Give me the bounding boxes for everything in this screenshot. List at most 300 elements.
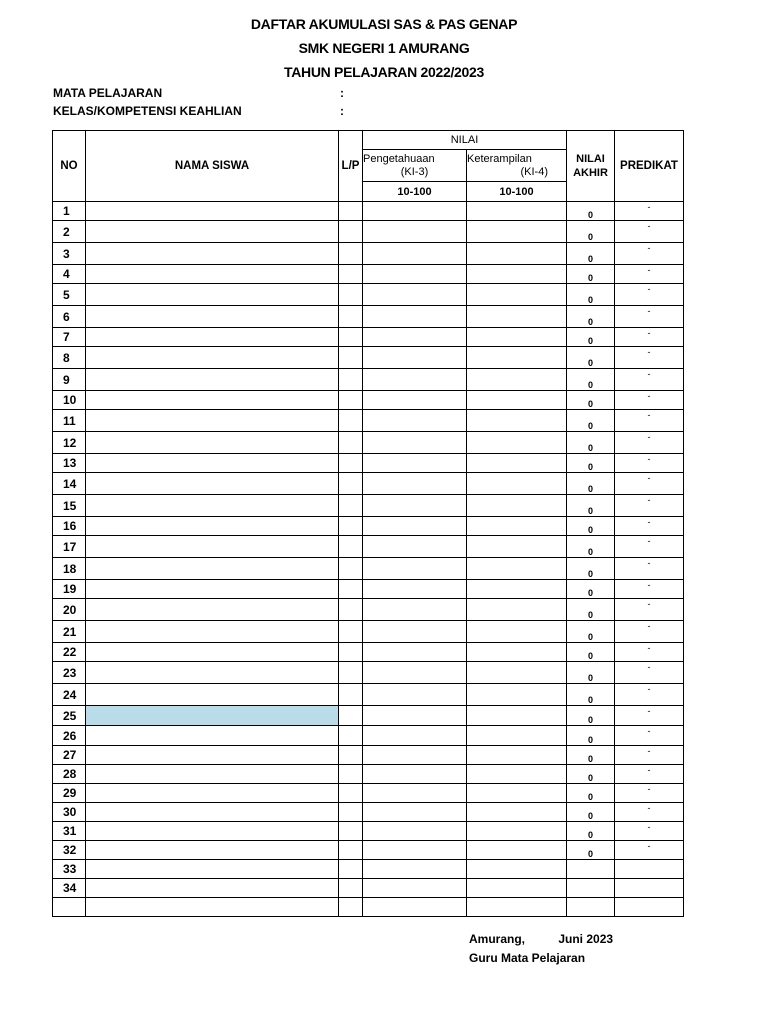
row-no: 4: [53, 265, 86, 284]
row-ki4[interactable]: [467, 822, 567, 841]
row-lp[interactable]: [339, 822, 363, 841]
row-nama-siswa[interactable]: [86, 347, 339, 369]
row-predikat: -: [615, 243, 684, 265]
table-row: [53, 221, 684, 243]
signature-block: [469, 930, 613, 968]
row-lp[interactable]: [339, 841, 363, 860]
row-ki4[interactable]: [467, 347, 567, 369]
row-ki3[interactable]: [363, 726, 467, 746]
table-row: [53, 662, 684, 684]
row-lp[interactable]: [339, 328, 363, 347]
row-ki4[interactable]: [467, 662, 567, 684]
row-nilai-akhir: [567, 860, 615, 879]
row-nilai-akhir: 0: [567, 558, 615, 580]
row-predikat: -: [615, 495, 684, 517]
row-nama-siswa[interactable]: [86, 898, 339, 917]
row-nilai-akhir: 0: [567, 726, 615, 746]
table-row: [53, 347, 684, 369]
row-lp[interactable]: [339, 860, 363, 879]
row-ki3[interactable]: [363, 536, 467, 558]
row-ki3[interactable]: [363, 898, 467, 917]
table-row: [53, 580, 684, 599]
row-no: 14: [53, 473, 86, 495]
row-predikat: -: [615, 369, 684, 391]
row-nama-siswa[interactable]: [86, 879, 339, 898]
table-row: [53, 410, 684, 432]
header-keterampilan-label: Keterampilan: [467, 152, 532, 165]
row-nilai-akhir: 0: [567, 410, 615, 432]
row-nama-siswa[interactable]: [86, 726, 339, 746]
table-row: [53, 726, 684, 746]
row-no: 5: [53, 284, 86, 306]
row-lp[interactable]: [339, 621, 363, 643]
row-lp[interactable]: [339, 580, 363, 599]
row-nama-siswa[interactable]: [86, 517, 339, 536]
row-ki4[interactable]: [467, 726, 567, 746]
row-predikat: [615, 860, 684, 879]
row-ki4[interactable]: [467, 410, 567, 432]
row-nama-siswa[interactable]: [86, 765, 339, 784]
meta-info: [53, 84, 373, 120]
row-nama-siswa[interactable]: [86, 662, 339, 684]
footer-place: Amurang,: [469, 932, 526, 946]
row-nilai-akhir: 0: [567, 328, 615, 347]
row-ki3[interactable]: [363, 328, 467, 347]
row-nama-siswa[interactable]: [86, 684, 339, 706]
row-predikat: -: [615, 643, 684, 662]
row-nama-siswa[interactable]: [86, 580, 339, 599]
row-nama-siswa[interactable]: [86, 391, 339, 410]
row-nama-siswa[interactable]: [86, 803, 339, 822]
row-ki3[interactable]: [363, 765, 467, 784]
row-nama-siswa[interactable]: [86, 265, 339, 284]
row-lp[interactable]: [339, 879, 363, 898]
row-lp[interactable]: [339, 369, 363, 391]
row-no: 24: [53, 684, 86, 706]
table-row: [53, 746, 684, 765]
row-predikat: -: [615, 621, 684, 643]
row-no: 30: [53, 803, 86, 822]
row-no: 22: [53, 643, 86, 662]
row-nilai-akhir: 0: [567, 706, 615, 726]
row-nama-siswa[interactable]: [86, 202, 339, 221]
row-ki4[interactable]: [467, 558, 567, 580]
table-row: [53, 473, 684, 495]
row-no: 31: [53, 822, 86, 841]
row-nilai-akhir: 0: [567, 517, 615, 536]
row-nama-siswa[interactable]: [86, 221, 339, 243]
row-lp[interactable]: [339, 746, 363, 765]
row-predikat: -: [615, 822, 684, 841]
row-lp[interactable]: [339, 265, 363, 284]
row-ki3[interactable]: [363, 243, 467, 265]
row-ki3[interactable]: [363, 517, 467, 536]
row-nilai-akhir: 0: [567, 536, 615, 558]
row-nama-siswa[interactable]: [86, 643, 339, 662]
row-nilai-akhir: 0: [567, 473, 615, 495]
table-row: [53, 643, 684, 662]
row-nilai-akhir: 0: [567, 784, 615, 803]
table-row: [53, 765, 684, 784]
row-ki3[interactable]: [363, 202, 467, 221]
row-ki3[interactable]: [363, 473, 467, 495]
row-no: 34: [53, 879, 86, 898]
row-predikat: -: [615, 684, 684, 706]
row-lp[interactable]: [339, 599, 363, 621]
row-lp[interactable]: [339, 432, 363, 454]
row-ki3[interactable]: [363, 410, 467, 432]
row-ki4[interactable]: [467, 495, 567, 517]
table-row: [53, 684, 684, 706]
row-lp[interactable]: [339, 243, 363, 265]
row-nilai-akhir: 0: [567, 306, 615, 328]
row-no: 13: [53, 454, 86, 473]
table-row: [53, 495, 684, 517]
row-ki4[interactable]: [467, 684, 567, 706]
row-predikat: -: [615, 536, 684, 558]
row-ki3[interactable]: [363, 684, 467, 706]
student-rows: [53, 202, 684, 917]
table-row: [53, 536, 684, 558]
row-ki3[interactable]: [363, 643, 467, 662]
row-predikat: -: [615, 841, 684, 860]
row-nama-siswa[interactable]: [86, 784, 339, 803]
row-no: 9: [53, 369, 86, 391]
row-predikat: -: [615, 784, 684, 803]
row-ki4[interactable]: [467, 860, 567, 879]
row-ki3[interactable]: [363, 746, 467, 765]
row-nama-siswa[interactable]: [86, 841, 339, 860]
row-no: 11: [53, 410, 86, 432]
table-row: [53, 898, 684, 917]
row-ki3[interactable]: [363, 784, 467, 803]
row-ki4[interactable]: [467, 391, 567, 410]
row-lp[interactable]: [339, 473, 363, 495]
row-no: 8: [53, 347, 86, 369]
row-lp[interactable]: [339, 643, 363, 662]
row-ki4[interactable]: [467, 765, 567, 784]
row-lp[interactable]: [339, 347, 363, 369]
title-line-3: TAHUN PELAJARAN 2022/2023: [284, 64, 484, 80]
row-predikat: -: [615, 517, 684, 536]
row-ki3[interactable]: [363, 841, 467, 860]
footer-signer: Guru Mata Pelajaran: [469, 951, 586, 965]
row-nama-siswa[interactable]: [86, 706, 339, 726]
row-predikat: -: [615, 454, 684, 473]
header-keterampilan-code: (KI-4): [520, 165, 548, 178]
row-ki3[interactable]: [363, 803, 467, 822]
table-row: [53, 369, 684, 391]
row-no: 27: [53, 746, 86, 765]
row-ki4[interactable]: [467, 599, 567, 621]
header-nilai-akhir: [567, 131, 615, 202]
row-no: 26: [53, 726, 86, 746]
row-ki4[interactable]: [467, 784, 567, 803]
row-ki3[interactable]: [363, 306, 467, 328]
footer-date: Juni 2023: [558, 932, 614, 946]
table-row: [53, 558, 684, 580]
row-lp[interactable]: [339, 410, 363, 432]
row-predikat: -: [615, 391, 684, 410]
row-lp[interactable]: [339, 706, 363, 726]
row-no: 12: [53, 432, 86, 454]
mata-pelajaran-label: MATA PELAJARAN: [53, 86, 163, 100]
row-no: 6: [53, 306, 86, 328]
header-nilai-akhir-line2: AKHIR: [573, 167, 608, 179]
row-ki4[interactable]: [467, 803, 567, 822]
row-ki4[interactable]: [467, 202, 567, 221]
row-nama-siswa[interactable]: [86, 746, 339, 765]
row-no: 10: [53, 391, 86, 410]
row-nilai-akhir: [567, 898, 615, 917]
row-ki4[interactable]: [467, 536, 567, 558]
row-predikat: -: [615, 726, 684, 746]
header-lp: L/P: [339, 131, 363, 202]
row-predikat: -: [615, 432, 684, 454]
row-ki3[interactable]: [363, 432, 467, 454]
row-lp[interactable]: [339, 558, 363, 580]
header-predikat: PREDIKAT: [615, 131, 684, 202]
row-nilai-akhir: [567, 879, 615, 898]
row-ki4[interactable]: [467, 243, 567, 265]
row-ki3[interactable]: [363, 879, 467, 898]
row-ki4[interactable]: [467, 580, 567, 599]
row-predikat: -: [615, 803, 684, 822]
row-nilai-akhir: 0: [567, 662, 615, 684]
mata-pelajaran-colon: :: [340, 86, 344, 100]
row-lp[interactable]: [339, 306, 363, 328]
row-lp[interactable]: [339, 765, 363, 784]
row-nilai-akhir: 0: [567, 841, 615, 860]
row-predikat: -: [615, 662, 684, 684]
row-lp[interactable]: [339, 391, 363, 410]
row-ki4[interactable]: [467, 517, 567, 536]
footer-place-date: [469, 930, 613, 949]
header-nama-siswa: NAMA SISWA: [86, 131, 339, 202]
kelas-label: KELAS/KOMPETENSI KEAHLIAN: [53, 104, 242, 118]
row-nama-siswa[interactable]: [86, 243, 339, 265]
table-row: [53, 328, 684, 347]
row-nilai-akhir: 0: [567, 746, 615, 765]
row-lp[interactable]: [339, 284, 363, 306]
row-ki3[interactable]: [363, 580, 467, 599]
row-lp[interactable]: [339, 726, 363, 746]
row-ki3[interactable]: [363, 662, 467, 684]
row-no: 19: [53, 580, 86, 599]
row-no: 1: [53, 202, 86, 221]
row-nama-siswa[interactable]: [86, 860, 339, 879]
row-nama-siswa[interactable]: [86, 599, 339, 621]
row-nilai-akhir: 0: [567, 495, 615, 517]
row-ki4[interactable]: [467, 221, 567, 243]
table-row: [53, 391, 684, 410]
row-nilai-akhir: 0: [567, 765, 615, 784]
header-pengetahuan-code: (KI-3): [400, 165, 429, 178]
row-ki3[interactable]: [363, 558, 467, 580]
row-nama-siswa[interactable]: [86, 495, 339, 517]
row-ki4[interactable]: [467, 746, 567, 765]
row-predikat: -: [615, 284, 684, 306]
row-ki3[interactable]: [363, 706, 467, 726]
title-line-2: SMK NEGERI 1 AMURANG: [298, 40, 470, 56]
row-ki4[interactable]: [467, 432, 567, 454]
row-ki4[interactable]: [467, 369, 567, 391]
row-no: 29: [53, 784, 86, 803]
row-nama-siswa[interactable]: [86, 328, 339, 347]
table-row: [53, 202, 684, 221]
row-no: 21: [53, 621, 86, 643]
row-predikat: [615, 879, 684, 898]
mata-pelajaran-row: [53, 84, 373, 102]
row-ki3[interactable]: [363, 454, 467, 473]
table-row: [53, 803, 684, 822]
row-ki4[interactable]: [467, 898, 567, 917]
table-row: [53, 621, 684, 643]
row-no: 25: [53, 706, 86, 726]
row-predikat: -: [615, 306, 684, 328]
row-lp[interactable]: [339, 221, 363, 243]
row-lp[interactable]: [339, 536, 363, 558]
row-ki4[interactable]: [467, 306, 567, 328]
row-ki4[interactable]: [467, 879, 567, 898]
row-lp[interactable]: [339, 454, 363, 473]
row-no: 32: [53, 841, 86, 860]
row-predikat: -: [615, 558, 684, 580]
row-lp[interactable]: [339, 803, 363, 822]
row-nama-siswa[interactable]: [86, 369, 339, 391]
row-ki3[interactable]: [363, 860, 467, 879]
row-ki3[interactable]: [363, 221, 467, 243]
table-row: [53, 822, 684, 841]
row-no: [53, 898, 86, 917]
row-lp[interactable]: [339, 517, 363, 536]
row-ki3[interactable]: [363, 347, 467, 369]
row-predikat: -: [615, 347, 684, 369]
table-row: [53, 243, 684, 265]
row-predikat: -: [615, 473, 684, 495]
table-row: [53, 432, 684, 454]
header-nilai-akhir-line1: NILAI: [576, 153, 605, 165]
row-nilai-akhir: 0: [567, 347, 615, 369]
table-row: [53, 841, 684, 860]
row-lp[interactable]: [339, 784, 363, 803]
row-nama-siswa[interactable]: [86, 621, 339, 643]
header-pengetahuan: [363, 150, 467, 182]
row-predikat: -: [615, 580, 684, 599]
row-ki4[interactable]: [467, 643, 567, 662]
row-nama-siswa[interactable]: [86, 473, 339, 495]
row-ki3[interactable]: [363, 495, 467, 517]
row-predikat: -: [615, 328, 684, 347]
row-ki4[interactable]: [467, 473, 567, 495]
row-predikat: -: [615, 765, 684, 784]
row-nama-siswa[interactable]: [86, 536, 339, 558]
row-lp[interactable]: [339, 684, 363, 706]
row-ki3[interactable]: [363, 391, 467, 410]
row-no: 20: [53, 599, 86, 621]
row-nilai-akhir: 0: [567, 621, 615, 643]
row-nama-siswa[interactable]: [86, 432, 339, 454]
table-row: [53, 860, 684, 879]
table-row: [53, 706, 684, 726]
kelas-colon: :: [340, 104, 344, 118]
row-ki3[interactable]: [363, 369, 467, 391]
row-ki4[interactable]: [467, 454, 567, 473]
row-no: 23: [53, 662, 86, 684]
table-row: [53, 879, 684, 898]
document-title: [0, 12, 768, 84]
row-nama-siswa[interactable]: [86, 558, 339, 580]
row-ki4[interactable]: [467, 284, 567, 306]
row-lp[interactable]: [339, 898, 363, 917]
row-no: 17: [53, 536, 86, 558]
row-ki4[interactable]: [467, 621, 567, 643]
header-no: NO: [53, 131, 86, 202]
row-nama-siswa[interactable]: [86, 822, 339, 841]
row-ki3[interactable]: [363, 822, 467, 841]
table-row: [53, 784, 684, 803]
row-no: 16: [53, 517, 86, 536]
row-ki4[interactable]: [467, 706, 567, 726]
row-nama-siswa[interactable]: [86, 454, 339, 473]
row-no: 18: [53, 558, 86, 580]
row-nama-siswa[interactable]: [86, 410, 339, 432]
table-row: [53, 517, 684, 536]
row-nilai-akhir: 0: [567, 202, 615, 221]
row-no: 28: [53, 765, 86, 784]
row-predikat: -: [615, 599, 684, 621]
row-lp[interactable]: [339, 662, 363, 684]
row-nilai-akhir: 0: [567, 580, 615, 599]
row-nilai-akhir: 0: [567, 599, 615, 621]
row-no: 2: [53, 221, 86, 243]
row-ki4[interactable]: [467, 328, 567, 347]
row-predikat: -: [615, 265, 684, 284]
row-lp[interactable]: [339, 495, 363, 517]
table-row: [53, 454, 684, 473]
header-pengetahuan-label: Pengetahuaan: [363, 152, 435, 165]
row-ki3[interactable]: [363, 599, 467, 621]
row-ki3[interactable]: [363, 621, 467, 643]
row-predikat: -: [615, 202, 684, 221]
kelas-row: [53, 102, 373, 120]
row-nilai-akhir: 0: [567, 822, 615, 841]
row-predikat: -: [615, 410, 684, 432]
row-nilai-akhir: 0: [567, 221, 615, 243]
row-nilai-akhir: 0: [567, 265, 615, 284]
row-no: 7: [53, 328, 86, 347]
row-nilai-akhir: 0: [567, 432, 615, 454]
row-nama-siswa[interactable]: [86, 284, 339, 306]
header-range-ki3: 10-100: [363, 182, 467, 202]
row-nama-siswa[interactable]: [86, 306, 339, 328]
row-ki4[interactable]: [467, 265, 567, 284]
header-nilai: NILAI: [363, 131, 567, 150]
row-no: 15: [53, 495, 86, 517]
row-nilai-akhir: 0: [567, 369, 615, 391]
row-ki3[interactable]: [363, 265, 467, 284]
grade-table: [52, 130, 684, 917]
row-lp[interactable]: [339, 202, 363, 221]
row-ki3[interactable]: [363, 284, 467, 306]
row-predikat: -: [615, 746, 684, 765]
row-nilai-akhir: 0: [567, 284, 615, 306]
row-nilai-akhir: 0: [567, 243, 615, 265]
row-ki4[interactable]: [467, 841, 567, 860]
table-row: [53, 265, 684, 284]
row-nilai-akhir: 0: [567, 684, 615, 706]
row-predikat: [615, 898, 684, 917]
